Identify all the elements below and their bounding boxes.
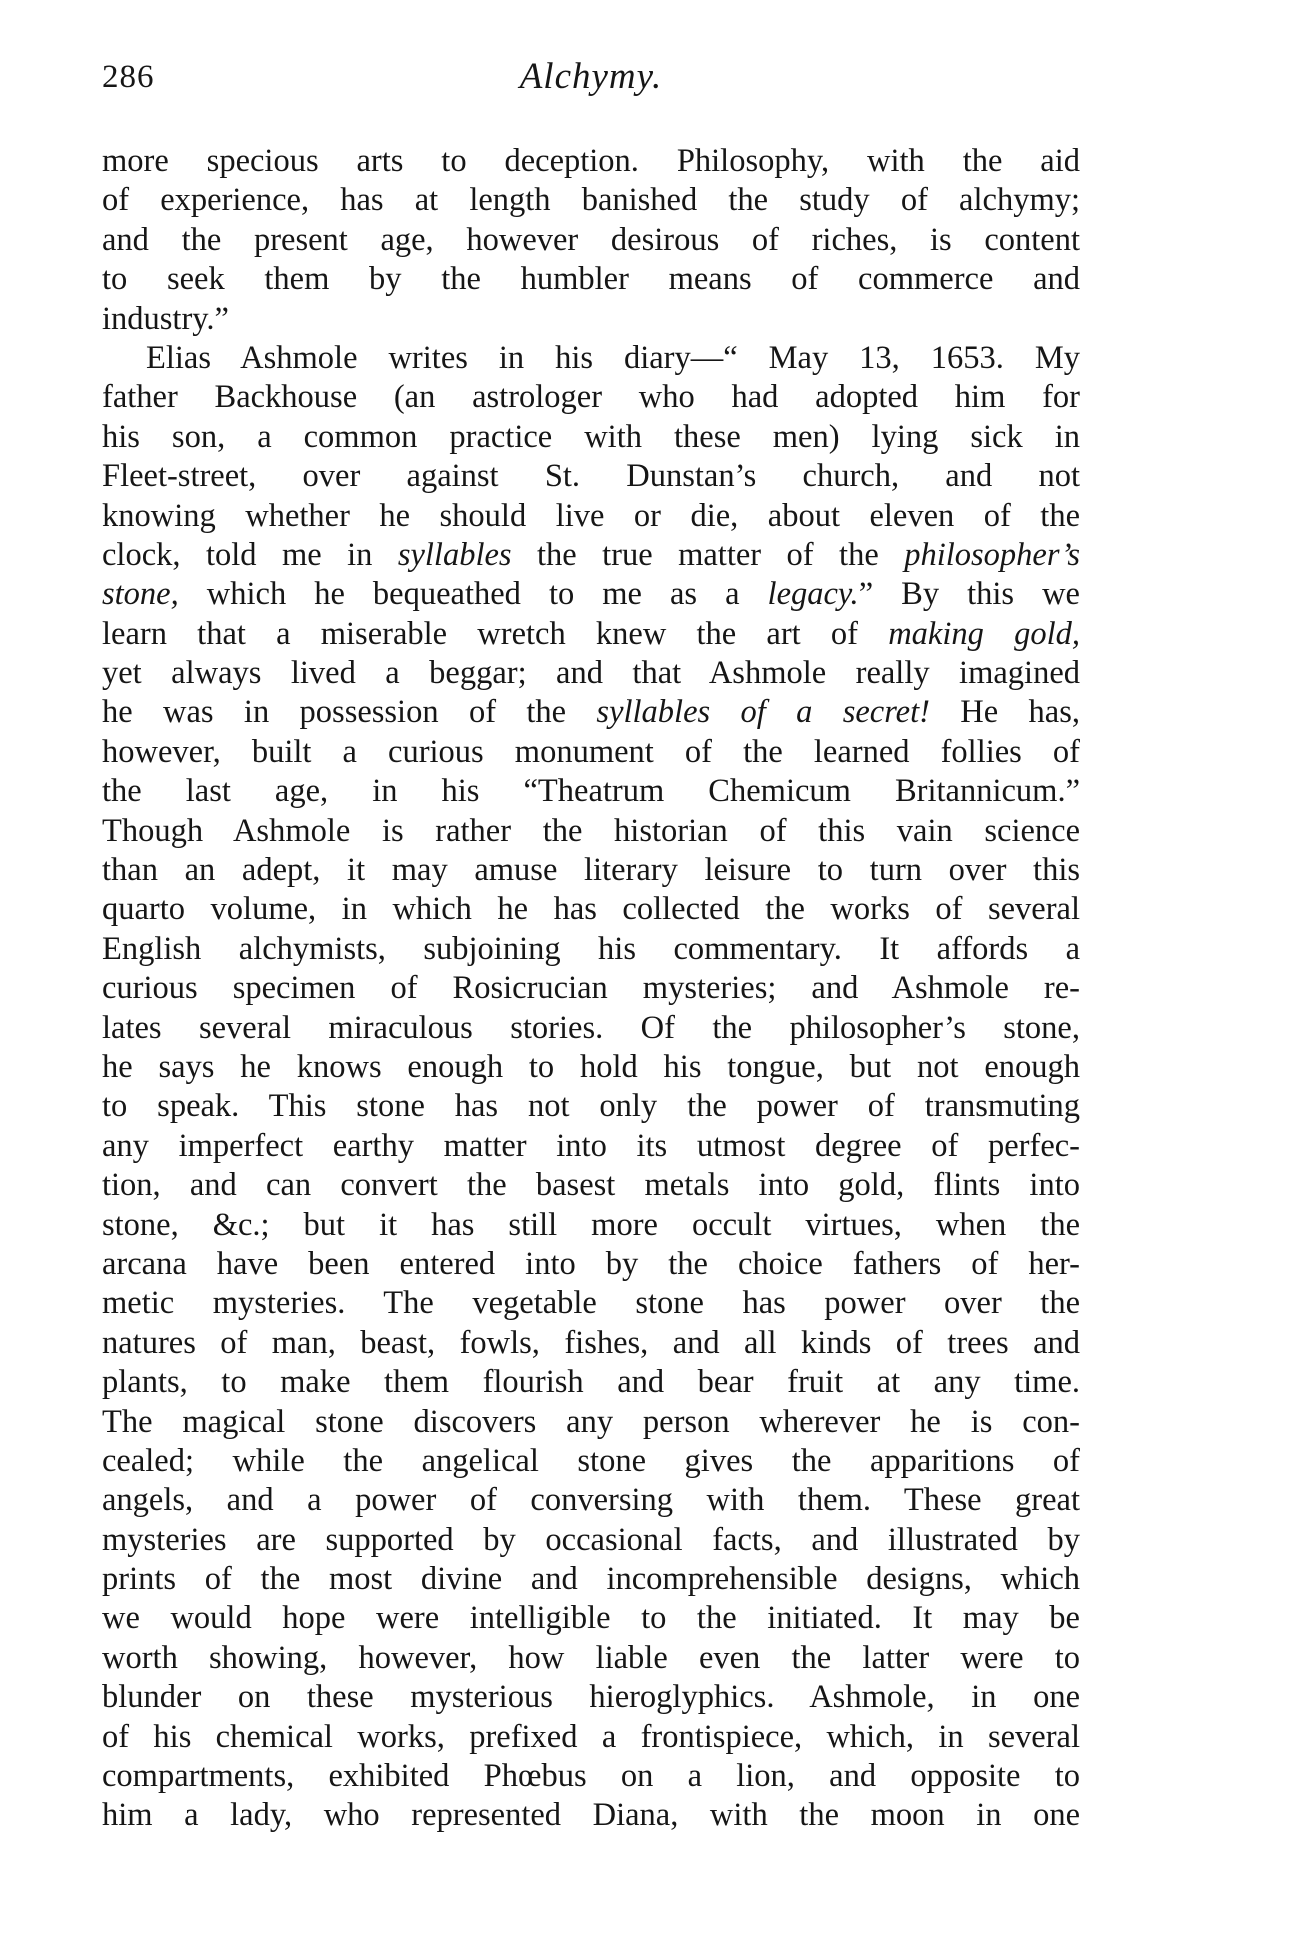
text-line: mysteries are supported by occasional facts, and illustrated by [102,1521,1080,1558]
text-line: plants, to make them flourish and bear fruit at any time. [102,1364,1080,1401]
text-line: stone, &c.; but it has still more occult virtues, when the [102,1206,1080,1243]
text-line: arcana have been entered into by the choice fathers of her- [102,1245,1080,1282]
text-line: than an adept, it may amuse literary leisure to turn over this [102,852,1080,889]
text-line: English alchymists, subjoining his commentary. It affords a [102,930,1080,967]
body-text [102,142,1080,1836]
italic-text: syllables [397,536,512,573]
text-line: lates several miraculous stories. Of the philosopher’s stone, [102,1009,1080,1046]
text-line: any imperfect earthy matter into its utmost degree of perfec- [102,1127,1080,1164]
italic-text: legacy. [767,576,859,613]
text-line: natures of man, beast, fowls, fishes, and all kinds of trees and [102,1324,1080,1361]
text-line: blunder on these mysterious hieroglyphics. Ashmole, in one [102,1679,1080,1716]
running-head [102,54,1080,104]
text-line: to seek them by the humbler means of commerce and [102,261,1080,298]
text-line: more specious arts to deception. Philosophy, with the aid [102,143,1080,179]
text-line: worth showing, however, how liable even the latter were to [102,1639,1080,1676]
running-title: Alchymy. [519,56,663,97]
text-line: and the present age, however desirous of riches, is content [102,221,1080,258]
text-line: he was in possession of the syllables of a secret! He has, [102,694,1080,731]
text-line: Fleet-street, over against St. Dunstan’s church, and not [102,458,1080,495]
text-line: tion, and can convert the basest metals into gold, flints into [102,1167,1080,1204]
text-line: angels, and a power of conversing with them. These great [102,1482,1080,1519]
text-line: compartments, exhibited Phœbus on a lion, and opposite to [102,1758,1080,1795]
text-line: knowing whether he should live or die, about eleven of the [102,497,1080,534]
italic-text: philosopher’s [904,536,1080,573]
text-line: The magical stone discovers any person wherever he is con- [102,1403,1080,1440]
text-line: yet always lived a beggar; and that Ashmole really imagined [102,655,1080,692]
text-line: of his chemical works, prefixed a frontispiece, which, in several [102,1718,1080,1755]
text-line: the last age, in his “Theatrum Chemicum Britannicum.” [102,773,1080,810]
text-line: learn that a miserable wretch knew the art of making gold, [102,615,1080,652]
text-line: his son, a common practice with these men) lying sick in [102,418,1080,455]
page-number: 286 [102,59,155,95]
text-line: industry.” [102,300,229,337]
text-line: prints of the most divine and incomprehensible designs, which [102,1561,1080,1598]
text-line: clock, told me in syllables the true matter of the philosopher’s [102,536,1080,573]
text-line: father Backhouse (an astrologer who had adopted him for [102,379,1080,416]
text-line: curious specimen of Rosicrucian mysteries; and Ashmole re- [102,970,1080,1007]
text-line: metic mysteries. The vegetable stone has power over the [102,1285,1080,1322]
italic-text: syllables of a secret! [596,694,930,731]
text-line: quarto volume, in which he has collected the works of several [102,891,1080,928]
text-line: cealed; while the angelical stone gives the apparitions of [102,1442,1080,1479]
italic-text: stone, [102,576,179,613]
text-line: however, built a curious monument of the learned follies of [102,733,1080,770]
text-line: he says he knows enough to hold his tongue, but not enough [102,1048,1080,1085]
text-line: him a lady, who represented Diana, with the moon in one [102,1797,1080,1834]
text-line: Though Ashmole is rather the historian of this vain science [102,812,1080,849]
text-line: Elias Ashmole writes in his diary—“ May 13, 1653. My [146,339,1080,376]
italic-text: making gold, [888,615,1080,652]
text-line: we would hope were intelligible to the initiated. It may be [102,1600,1080,1637]
text-line: stone, which he bequeathed to me as a legacy.” By this we [102,576,1080,613]
text-line: to speak. This stone has not only the power of transmuting [102,1088,1080,1125]
text-line: of experience, has at length banished the study of alchymy; [102,182,1080,219]
